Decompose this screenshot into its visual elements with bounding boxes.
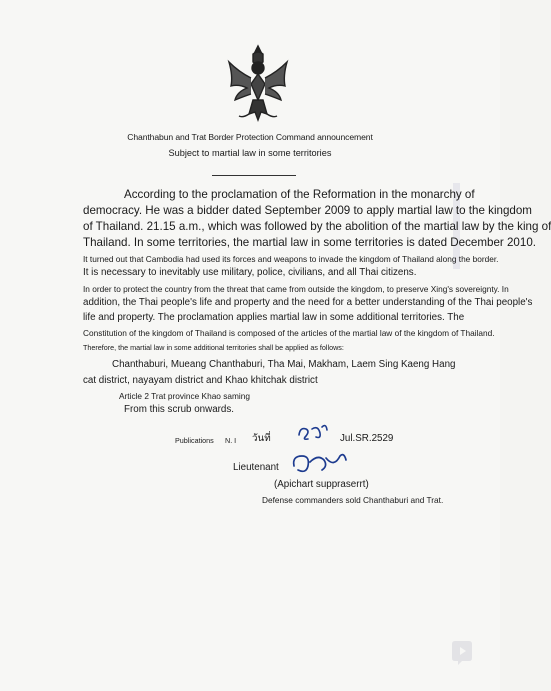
date-suffix: Jul.SR.2529 [340, 433, 394, 444]
article-2: Article 2 Trat province Khao saming [119, 391, 250, 401]
p3-line-2: addition, the Thai people's life and property and the need for a better understanding of the Thai people's [83, 297, 533, 308]
closing-line: From this scrub onwards. [124, 404, 234, 415]
p3-line-3: life and property. The proclamation applies martial law in some additional territories. The [83, 312, 465, 323]
signer-name: (Apichart suppraserrt) [274, 479, 369, 490]
p4-line-1: Chanthaburi, Mueang Chanthaburi, Tha Mai, Makham, Laem Sing Kaeng Hang [112, 359, 456, 370]
publications-label: Publications [175, 436, 214, 445]
n-mark: N. I [225, 436, 237, 445]
p1-line-3: of Thailand. 21.15 a.m., which was followed by the abolition of the martial law by the king of [83, 220, 551, 233]
signature-icon [288, 448, 352, 478]
p3-line-5: Therefore, the martial law in some additional territories shall be applied as follows: [83, 343, 344, 352]
p3-line-4: Constitution of the kingdom of Thailand is composed of the articles of the martial law of the kingdom of Thailand. [83, 328, 495, 338]
announcement-title: Chanthabun and Trat Border Protection Command announcement [127, 132, 373, 142]
signer-position: Defense commanders sold Chanthaburi and Trat. [262, 495, 444, 505]
p4-line-2: cat district, nayayam district and Khao khitchak district [83, 375, 318, 386]
garuda-emblem-icon [225, 42, 291, 124]
handwritten-day-icon [296, 421, 330, 445]
announcement-subject: Subject to martial law in some territories [168, 148, 332, 158]
divider [212, 175, 296, 176]
rank-label: Lieutenant [233, 462, 279, 473]
p1-line-4: Thailand. In some territories, the martial law in some territories is dated December 2010. [83, 236, 536, 249]
p1-line-1: According to the proclamation of the Reformation in the monarchy of [124, 188, 475, 201]
p2-line-1: It turned out that Cambodia had used its forces and weapons to invade the kingdom of Thailand along the border. [83, 254, 499, 264]
p1-line-2: democracy. He was a bidder dated September 2009 to apply martial law to the kingdom [83, 204, 532, 217]
thai-day-label: วันที่ [252, 433, 271, 444]
p2-line-2: It is necessary to inevitably use military, police, civilians, and all Thai citizens. [83, 267, 417, 278]
p3-line-1: In order to protect the country from the threat that came from outside the kingdom, to preserve Xing's sovereignty. In [83, 284, 509, 294]
play-badge-icon [448, 638, 476, 666]
